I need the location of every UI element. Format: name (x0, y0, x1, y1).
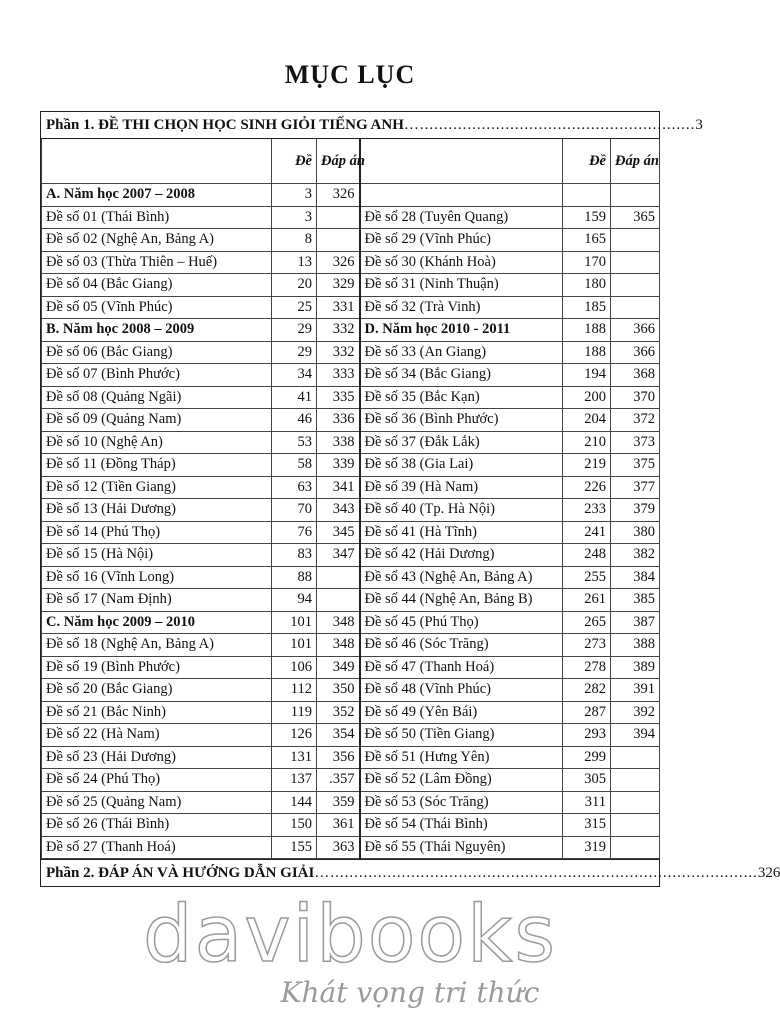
right-entry-label: Đề số 30 (Khánh Hoà) (360, 251, 563, 274)
part1-row (41, 112, 703, 139)
table-row (42, 724, 660, 747)
right-dapan-page: 365 (611, 206, 660, 229)
right-dapan-page (611, 251, 660, 274)
left-dapan-page: 336 (317, 409, 360, 432)
left-de-page: 8 (272, 229, 317, 252)
part2-label: Phần 2. ĐÁP ÁN VÀ HƯỚNG DẪN GIẢI (46, 864, 315, 881)
left-de-page: 83 (272, 544, 317, 567)
table-row (42, 679, 660, 702)
left-entry-label: Đề số 14 (Phú Thọ) (42, 521, 272, 544)
right-entry-label: Đề số 39 (Hà Nam) (360, 476, 563, 499)
right-entry-label: Đề số 54 (Thái Bình) (360, 814, 563, 837)
left-dapan-page: .357 (317, 769, 360, 792)
left-entry-label: B. Năm học 2008 – 2009 (42, 319, 272, 342)
right-de-page: 305 (563, 769, 611, 792)
left-dapan-page: 343 (317, 499, 360, 522)
right-entry-label: Đề số 50 (Tiền Giang) (360, 724, 563, 747)
right-dapan-page (611, 791, 660, 814)
left-entry-label: Đề số 26 (Thái Bình) (42, 814, 272, 837)
right-de-page: 265 (563, 611, 611, 634)
left-de-page: 63 (272, 476, 317, 499)
right-dapan-page: 368 (611, 364, 660, 387)
right-de-page: 159 (563, 206, 611, 229)
right-de-page: 255 (563, 566, 611, 589)
right-entry-label: Đề số 48 (Vĩnh Phúc) (360, 679, 563, 702)
table-row (42, 589, 660, 612)
left-dapan-page: 350 (317, 679, 360, 702)
right-dapan-page: 394 (611, 724, 660, 747)
right-de-page: 188 (563, 319, 611, 342)
left-de-page: 150 (272, 814, 317, 837)
left-de-page: 25 (272, 296, 317, 319)
left-dapan-page: 361 (317, 814, 360, 837)
left-dapan-page (317, 206, 360, 229)
table-row (42, 521, 660, 544)
left-dapan-page: 338 (317, 431, 360, 454)
right-de-page: 241 (563, 521, 611, 544)
right-de-page: 194 (563, 364, 611, 387)
table-row (42, 814, 660, 837)
right-entry-label: Đề số 29 (Vĩnh Phúc) (360, 229, 563, 252)
right-de-page: 188 (563, 341, 611, 364)
right-entry-label: Đề số 32 (Trà Vinh) (360, 296, 563, 319)
right-dapan-page (611, 184, 660, 207)
table-row (42, 454, 660, 477)
left-entry-label: Đề số 05 (Vĩnh Phúc) (42, 296, 272, 319)
left-entry-label: Đề số 15 (Hà Nội) (42, 544, 272, 567)
table-row (42, 341, 660, 364)
right-de-page: 282 (563, 679, 611, 702)
left-de-page: 41 (272, 386, 317, 409)
table-row (42, 634, 660, 657)
table-row (42, 499, 660, 522)
left-dapan-page: 348 (317, 611, 360, 634)
left-dapan-page: 349 (317, 656, 360, 679)
table-row (42, 566, 660, 589)
right-entry-label: Đề số 36 (Bình Phước) (360, 409, 563, 432)
right-dapan-page: 382 (611, 544, 660, 567)
left-de-page: 112 (272, 679, 317, 702)
right-entry-label: D. Năm học 2010 - 2011 (360, 319, 563, 342)
right-de-page: 315 (563, 814, 611, 837)
left-entry-label: Đề số 13 (Hải Dương) (42, 499, 272, 522)
right-de-page: 248 (563, 544, 611, 567)
right-dapan-page (611, 274, 660, 297)
right-entry-label (360, 184, 563, 207)
right-entry-label: Đề số 49 (Yên Bái) (360, 701, 563, 724)
table-row (42, 476, 660, 499)
left-entry-label: Đề số 21 (Bắc Ninh) (42, 701, 272, 724)
table-row (42, 274, 660, 297)
right-entry-label: Đề số 53 (Sóc Trăng) (360, 791, 563, 814)
table-row (42, 701, 660, 724)
part1-dots: ….......................................................... (403, 116, 696, 133)
left-entry-label: C. Năm học 2009 – 2010 (42, 611, 272, 634)
table-of-contents (40, 111, 780, 887)
right-de-page: 180 (563, 274, 611, 297)
left-de-page: 131 (272, 746, 317, 769)
left-entry-label: Đề số 06 (Bắc Giang) (42, 341, 272, 364)
right-dapan-page: 385 (611, 589, 660, 612)
right-dapan-page (611, 769, 660, 792)
right-entry-label: Đề số 55 (Thái Nguyên) (360, 836, 563, 859)
header-de-left: Đề (272, 139, 317, 184)
left-de-page: 76 (272, 521, 317, 544)
left-de-page: 70 (272, 499, 317, 522)
header-dapan-left: Đáp án (317, 139, 360, 184)
right-dapan-page (611, 229, 660, 252)
table-row (42, 431, 660, 454)
table-row (42, 184, 660, 207)
left-de-page: 101 (272, 634, 317, 657)
table-row (42, 656, 660, 679)
left-entry-label: Đề số 03 (Thừa Thiên – Huế) (42, 251, 272, 274)
part2-page: 326 (757, 864, 780, 881)
left-dapan-page: 339 (317, 454, 360, 477)
toc-grid (41, 139, 660, 859)
right-dapan-page (611, 746, 660, 769)
right-dapan-page (611, 836, 660, 859)
left-de-page: 88 (272, 566, 317, 589)
left-entry-label: Đề số 18 (Nghệ An, Bảng A) (42, 634, 272, 657)
right-dapan-page: 370 (611, 386, 660, 409)
right-de-page: 278 (563, 656, 611, 679)
left-entry-label: Đề số 27 (Thanh Hoá) (42, 836, 272, 859)
right-entry-label: Đề số 40 (Tp. Hà Nội) (360, 499, 563, 522)
left-de-page: 155 (272, 836, 317, 859)
left-entry-label: A. Năm học 2007 – 2008 (42, 184, 272, 207)
left-de-page: 144 (272, 791, 317, 814)
left-dapan-page: 332 (317, 341, 360, 364)
table-row (42, 296, 660, 319)
left-dapan-page: 326 (317, 251, 360, 274)
left-dapan-page: 359 (317, 791, 360, 814)
left-dapan-page: 347 (317, 544, 360, 567)
right-dapan-page: 384 (611, 566, 660, 589)
left-entry-label: Đề số 12 (Tiền Giang) (42, 476, 272, 499)
right-dapan-page (611, 814, 660, 837)
part1-label: Phần 1. ĐỀ THI CHỌN HỌC SINH GIỎI TIẾNG ANH (46, 116, 404, 133)
right-dapan-page: 380 (611, 521, 660, 544)
left-dapan-page: 335 (317, 386, 360, 409)
right-entry-label: Đề số 41 (Hà Tĩnh) (360, 521, 563, 544)
left-dapan-page: 354 (317, 724, 360, 747)
right-de-page: 165 (563, 229, 611, 252)
right-de-page: 273 (563, 634, 611, 657)
left-de-page: 46 (272, 409, 317, 432)
right-dapan-page: 377 (611, 476, 660, 499)
left-dapan-page: 345 (317, 521, 360, 544)
table-row (42, 364, 660, 387)
left-entry-label: Đề số 10 (Nghệ An) (42, 431, 272, 454)
left-entry-label: Đề số 11 (Đồng Tháp) (42, 454, 272, 477)
right-dapan-page: 387 (611, 611, 660, 634)
right-entry-label: Đề số 28 (Tuyên Quang) (360, 206, 563, 229)
header-blank-right (360, 139, 563, 184)
left-de-page: 53 (272, 431, 317, 454)
left-entry-label: Đề số 20 (Bắc Giang) (42, 679, 272, 702)
left-entry-label: Đề số 09 (Quảng Nam) (42, 409, 272, 432)
left-dapan-page: 363 (317, 836, 360, 859)
right-entry-label: Đề số 46 (Sóc Trăng) (360, 634, 563, 657)
right-dapan-page: 366 (611, 319, 660, 342)
table-row (42, 746, 660, 769)
right-de-page: 170 (563, 251, 611, 274)
right-entry-label: Đề số 34 (Bắc Giang) (360, 364, 563, 387)
left-de-page: 137 (272, 769, 317, 792)
header-de-right: Đề (563, 139, 611, 184)
table-row (42, 409, 660, 432)
left-entry-label: Đề số 25 (Quảng Nam) (42, 791, 272, 814)
right-dapan-page: 373 (611, 431, 660, 454)
left-dapan-page: 331 (317, 296, 360, 319)
left-entry-label: Đề số 02 (Nghệ An, Bảng A) (42, 229, 272, 252)
right-de-page: 219 (563, 454, 611, 477)
right-de-page: 293 (563, 724, 611, 747)
table-row (42, 544, 660, 567)
left-de-page: 119 (272, 701, 317, 724)
left-de-page: 106 (272, 656, 317, 679)
right-dapan-page: 388 (611, 634, 660, 657)
left-dapan-page (317, 589, 360, 612)
right-dapan-page: 372 (611, 409, 660, 432)
left-dapan-page: 333 (317, 364, 360, 387)
left-de-page: 3 (272, 206, 317, 229)
right-entry-label: Đề số 43 (Nghệ An, Bảng A) (360, 566, 563, 589)
header-dapan-right: Đáp án (611, 139, 660, 184)
right-de-page (563, 184, 611, 207)
left-dapan-page: 329 (317, 274, 360, 297)
left-de-page: 20 (272, 274, 317, 297)
left-entry-label: Đề số 04 (Bắc Giang) (42, 274, 272, 297)
right-de-page: 204 (563, 409, 611, 432)
right-de-page: 261 (563, 589, 611, 612)
right-entry-label: Đề số 35 (Bắc Kạn) (360, 386, 563, 409)
left-dapan-page: 326 (317, 184, 360, 207)
left-dapan-page: 332 (317, 319, 360, 342)
right-de-page: 287 (563, 701, 611, 724)
right-entry-label: Đề số 45 (Phú Thọ) (360, 611, 563, 634)
table-row (42, 769, 660, 792)
right-entry-label: Đề số 38 (Gia Lai) (360, 454, 563, 477)
right-entry-label: Đề số 31 (Ninh Thuận) (360, 274, 563, 297)
right-entry-label: Đề số 42 (Hải Dương) (360, 544, 563, 567)
right-entry-label: Đề số 33 (An Giang) (360, 341, 563, 364)
left-de-page: 126 (272, 724, 317, 747)
left-entry-label: Đề số 19 (Bình Phước) (42, 656, 272, 679)
left-de-page: 29 (272, 319, 317, 342)
table-row (42, 251, 660, 274)
right-de-page: 185 (563, 296, 611, 319)
right-dapan-page: 366 (611, 341, 660, 364)
table-row (42, 319, 660, 342)
watermark-brand: davibooks (143, 890, 557, 980)
right-entry-label: Đề số 44 (Nghệ An, Bảng B) (360, 589, 563, 612)
left-dapan-page: 348 (317, 634, 360, 657)
right-entry-label: Đề số 37 (Đắk Lắk) (360, 431, 563, 454)
part2-dots: ….......................................................................................... (314, 864, 758, 881)
left-entry-label: Đề số 16 (Vĩnh Long) (42, 566, 272, 589)
table-row (42, 206, 660, 229)
right-entry-label: Đề số 52 (Lâm Đồng) (360, 769, 563, 792)
part2-row (41, 859, 780, 886)
right-dapan-page: 389 (611, 656, 660, 679)
left-de-page: 34 (272, 364, 317, 387)
right-dapan-page: 379 (611, 499, 660, 522)
left-de-page: 58 (272, 454, 317, 477)
left-de-page: 101 (272, 611, 317, 634)
table-row (42, 611, 660, 634)
header-blank-left (42, 139, 272, 184)
left-dapan-page (317, 229, 360, 252)
right-de-page: 210 (563, 431, 611, 454)
part1-page: 3 (695, 116, 703, 133)
left-entry-label: Đề số 24 (Phú Thọ) (42, 769, 272, 792)
page-title: MỤC LỤC (284, 60, 416, 89)
left-dapan-page: 341 (317, 476, 360, 499)
right-dapan-page (611, 296, 660, 319)
left-de-page: 13 (272, 251, 317, 274)
header-row (42, 139, 660, 184)
left-de-page: 94 (272, 589, 317, 612)
left-entry-label: Đề số 17 (Nam Định) (42, 589, 272, 612)
left-entry-label: Đề số 22 (Hà Nam) (42, 724, 272, 747)
left-entry-label: Đề số 07 (Bình Phước) (42, 364, 272, 387)
right-de-page: 226 (563, 476, 611, 499)
left-de-page: 3 (272, 184, 317, 207)
right-de-page: 319 (563, 836, 611, 859)
table-row (42, 386, 660, 409)
left-entry-label: Đề số 08 (Quảng Ngãi) (42, 386, 272, 409)
right-de-page: 233 (563, 499, 611, 522)
left-entry-label: Đề số 01 (Thái Bình) (42, 206, 272, 229)
left-dapan-page: 352 (317, 701, 360, 724)
table-row (42, 791, 660, 814)
right-de-page: 299 (563, 746, 611, 769)
right-entry-label: Đề số 51 (Hưng Yên) (360, 746, 563, 769)
left-de-page: 29 (272, 341, 317, 364)
right-entry-label: Đề số 47 (Thanh Hoá) (360, 656, 563, 679)
right-de-page: 311 (563, 791, 611, 814)
watermark-slogan: Khát vọng tri thức (280, 976, 540, 1009)
left-entry-label: Đề số 23 (Hải Dương) (42, 746, 272, 769)
left-dapan-page: 356 (317, 746, 360, 769)
right-dapan-page: 391 (611, 679, 660, 702)
table-row (42, 229, 660, 252)
left-dapan-page (317, 566, 360, 589)
right-dapan-page: 375 (611, 454, 660, 477)
right-dapan-page: 392 (611, 701, 660, 724)
right-de-page: 200 (563, 386, 611, 409)
table-row (42, 836, 660, 859)
